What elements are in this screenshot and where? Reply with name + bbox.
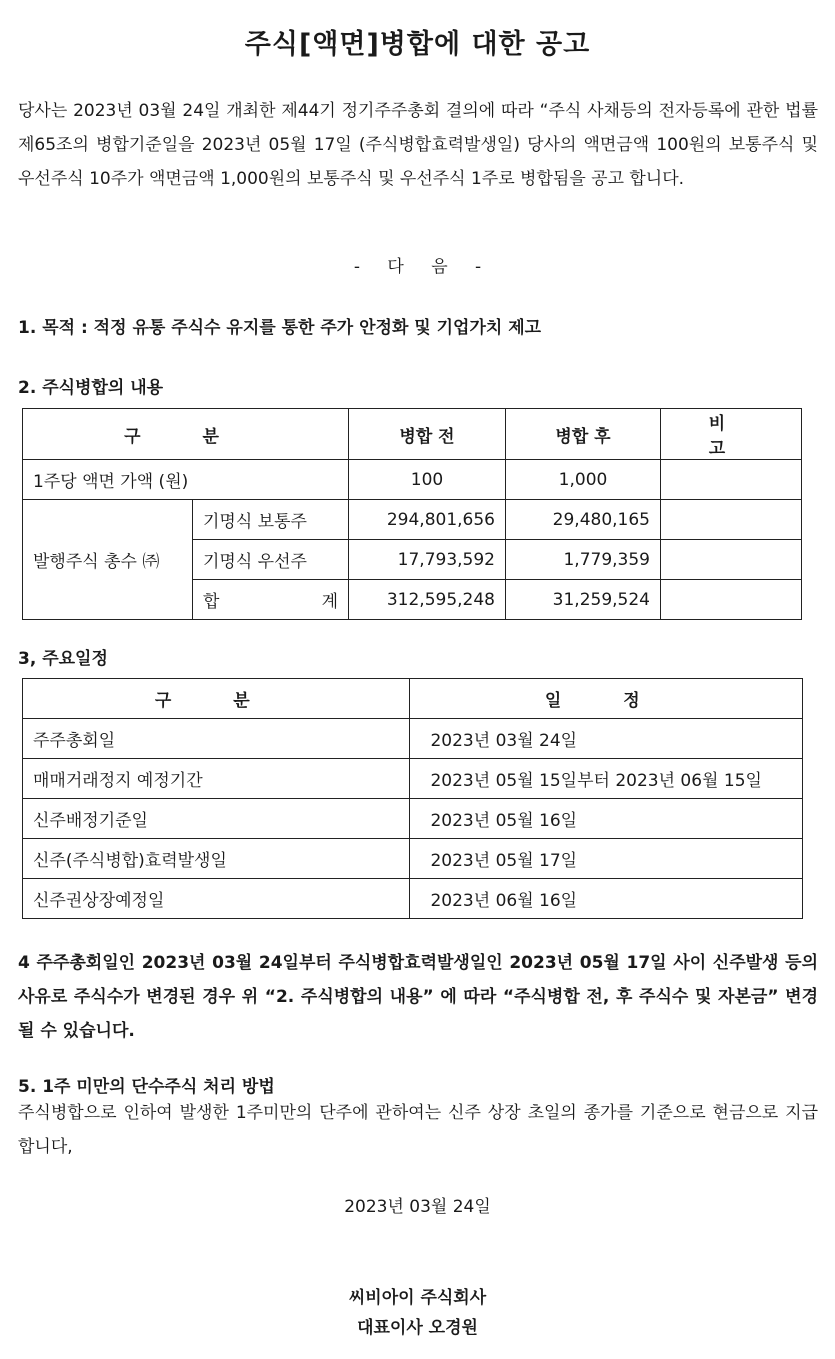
schedule-item: 매매거래정지 예정기간 <box>23 759 410 799</box>
table-row <box>23 879 803 919</box>
ceo-name: 대표이사 오경원 <box>357 1318 478 1338</box>
schedule-date: 2023년 05월 16일 <box>410 799 803 839</box>
intro-paragraph: 당사는 2023년 03월 24일 개최한 제44기 정기주주총회 결의에 따라 “주식 사채등의 전자등록에 관한 법률 제65조의 병합기준일을 2023년 05월 17일 (주식병합효력발생일) 당사의 액면금액 100원의 보통주식 및 우선주식 10주가 액면금액 1,000원의 보통주식 및 우선주식 1주로 병합됨을 공고 합니다. <box>18 101 818 189</box>
table-row <box>23 839 803 879</box>
schedule-item: 신주배정기준일 <box>23 799 410 839</box>
schedule-item: 주주총회일 <box>23 719 410 759</box>
schedule-date: 2023년 03월 24일 <box>410 719 803 759</box>
preferred-label: 기명식 우선주 <box>193 540 349 580</box>
face-value-after: 1,000 <box>506 460 661 500</box>
total-label <box>193 580 349 620</box>
table-row <box>23 799 803 839</box>
preferred-after: 1,779,359 <box>506 540 661 580</box>
table-header-row <box>23 409 802 460</box>
section-merger-content-heading: 2. 주식병합의 내용 <box>18 378 164 398</box>
schedule-item: 신주(주식병합)효력발생일 <box>23 839 410 879</box>
table-row <box>23 759 803 799</box>
header-after: 병합 후 <box>506 409 661 460</box>
dagum-marker: - 다 음 - <box>353 257 482 277</box>
schedule-date: 2023년 05월 17일 <box>410 839 803 879</box>
table-row <box>23 719 803 759</box>
header-category: 구 분 <box>23 409 349 460</box>
section-fractional-heading: 5. 1주 미만의 단수주식 처리 방법 <box>18 1077 275 1097</box>
total-note <box>661 580 802 620</box>
common-label: 기명식 보통주 <box>193 500 349 540</box>
face-value-note <box>661 460 802 500</box>
merger-content-table <box>22 408 802 620</box>
section-change-notice: 4 주주총회일인 2023년 03월 24일부터 주식병합효력발생일인 2023년 05월 17일 사이 신주발생 등의 사유로 주식수가 변경된 경우 위 “2. 주식병합의 내용” 에 따라 “주식병합 전, 후 주식수 및 자본금” 변경 될 수 있습니다. <box>18 953 818 1041</box>
schedule-date: 2023년 06월 16일 <box>410 879 803 919</box>
section-schedule-heading: 3, 주요일정 <box>18 649 108 669</box>
total-label-b: 계 <box>321 592 338 612</box>
preferred-note <box>661 540 802 580</box>
total-before: 312,595,248 <box>349 580 506 620</box>
preferred-before: 17,793,592 <box>349 540 506 580</box>
notice-title: 주식[액면]병합에 대한 공고 <box>244 29 591 60</box>
common-note <box>661 500 802 540</box>
table-header-row <box>23 679 803 719</box>
table-row <box>23 500 802 540</box>
total-after: 31,259,524 <box>506 580 661 620</box>
header-note: 비 고 <box>661 409 802 460</box>
schedule-item: 신주권상장예정일 <box>23 879 410 919</box>
schedule-header-item: 구 분 <box>23 679 410 719</box>
table-row <box>23 460 802 500</box>
section-purpose: 1. 목적 : 적정 유통 주식수 유지를 통한 주가 안정화 및 기업가치 제고 <box>18 318 542 338</box>
section-fractional-body: 주식병합으로 인하여 발생한 1주미만의 단주에 관하여는 신주 상장 초일의 종가를 기준으로 현금으로 지급 합니다, <box>18 1103 818 1157</box>
common-after: 29,480,165 <box>506 500 661 540</box>
face-value-label: 1주당 액면 가액 (원) <box>23 460 349 500</box>
face-value-before: 100 <box>349 460 506 500</box>
issued-shares-label: 발행주식 총수 ㈜ <box>23 500 193 620</box>
schedule-header-date: 일 정 <box>410 679 803 719</box>
header-before: 병합 전 <box>349 409 506 460</box>
schedule-table <box>22 678 803 919</box>
common-before: 294,801,656 <box>349 500 506 540</box>
total-label-a: 합 <box>203 592 220 612</box>
company-name: 씨비아이 주식회사 <box>348 1288 487 1308</box>
notice-date: 2023년 03월 24일 <box>344 1197 491 1217</box>
schedule-date: 2023년 05월 15일부터 2023년 06월 15일 <box>410 759 803 799</box>
